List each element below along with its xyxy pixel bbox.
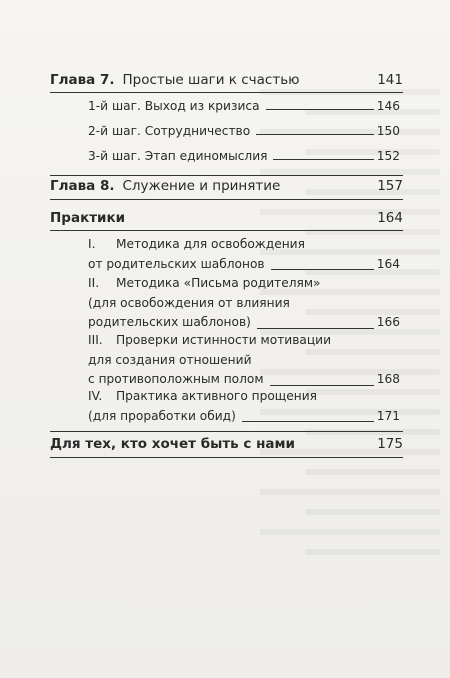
item-line: Практика активного прощения bbox=[116, 389, 318, 403]
page-number: 141 bbox=[377, 72, 403, 88]
chapter-divider bbox=[50, 230, 403, 231]
page-number: 146 bbox=[376, 99, 400, 113]
chapter-divider bbox=[50, 92, 403, 93]
page-number: 175 bbox=[377, 436, 403, 452]
item-title: 1-й шаг. Выход из кризиса bbox=[88, 99, 260, 113]
chapter-label: Глава 8. bbox=[50, 178, 115, 194]
chapter-divider bbox=[50, 175, 403, 176]
toc-final-section[interactable] bbox=[50, 436, 403, 452]
toc-item[interactable] bbox=[88, 124, 400, 138]
page-number: 164 bbox=[376, 256, 400, 271]
page-number: 166 bbox=[376, 315, 400, 329]
toc-practice-4[interactable] bbox=[88, 387, 400, 426]
item-numeral: I. bbox=[88, 237, 96, 251]
item-line: от родительских шаблонов bbox=[88, 256, 265, 271]
item-numeral: III. bbox=[88, 333, 103, 347]
page-number: 157 bbox=[377, 178, 403, 194]
chapter-divider bbox=[50, 431, 403, 432]
page-number: 150 bbox=[376, 124, 400, 138]
item-line: Методика «Письма родителям» bbox=[116, 276, 321, 290]
page-number: 152 bbox=[376, 149, 400, 163]
page-number: 171 bbox=[376, 408, 400, 423]
page-number: 164 bbox=[377, 210, 403, 226]
toc-practice-3[interactable] bbox=[88, 331, 400, 390]
chapter-label: Глава 7. bbox=[50, 72, 115, 88]
section-title: Практики bbox=[50, 210, 126, 226]
toc-practice-1[interactable] bbox=[88, 235, 400, 274]
chapter-divider bbox=[50, 199, 403, 200]
toc-item[interactable] bbox=[88, 149, 400, 163]
item-line: родительских шаблонов) bbox=[88, 315, 251, 329]
item-title: 3-й шаг. Этап единомыслия bbox=[88, 149, 268, 163]
toc-chapter-7[interactable] bbox=[50, 72, 403, 88]
toc-item[interactable] bbox=[88, 99, 400, 113]
page-number: 168 bbox=[376, 372, 400, 386]
item-line: для создания отношений bbox=[88, 352, 252, 367]
item-line: Методика для освобождения bbox=[116, 237, 305, 251]
toc-chapter-8[interactable] bbox=[50, 178, 403, 194]
item-title: 2-й шаг. Сотрудничество bbox=[88, 124, 251, 138]
chapter-divider bbox=[50, 457, 403, 458]
item-line: (для проработки обид) bbox=[88, 408, 236, 423]
item-line: Проверки истинности мотивации bbox=[116, 333, 332, 347]
item-numeral: IV. bbox=[88, 389, 103, 403]
item-line: с противоположным полом bbox=[88, 372, 264, 386]
toc-practices[interactable] bbox=[50, 210, 403, 226]
section-title: Для тех, кто хочет быть с нами bbox=[50, 436, 296, 452]
chapter-title: Служение и принятие bbox=[122, 178, 281, 194]
chapter-title: Простые шаги к счастью bbox=[122, 72, 300, 88]
item-line: (для освобождения от влияния bbox=[88, 295, 290, 310]
toc-practice-2[interactable] bbox=[88, 274, 400, 333]
item-numeral: II. bbox=[88, 276, 100, 290]
